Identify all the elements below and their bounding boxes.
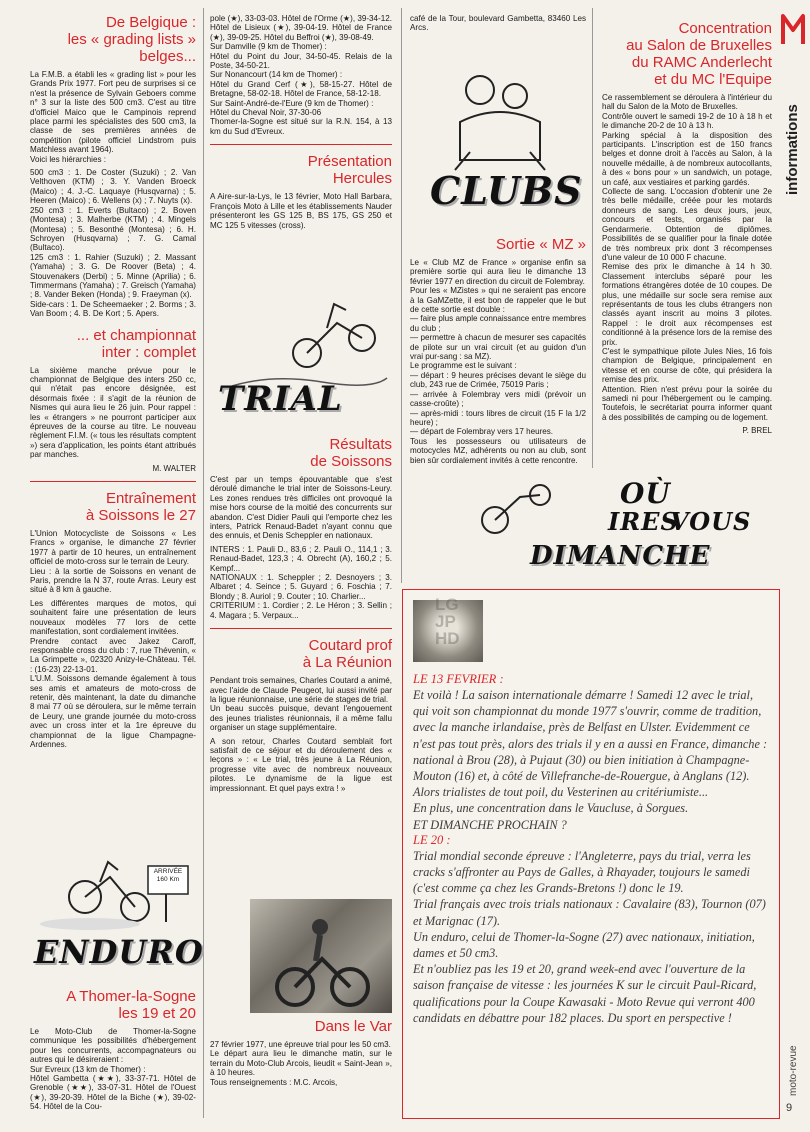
rider-sketch-icon bbox=[470, 475, 590, 545]
clubs-illustration bbox=[410, 52, 588, 217]
trial-illustration bbox=[212, 298, 392, 428]
concentration-text: Ce rassemblement se déroulera à l'intérieur du hall du Salon de la Moto de Bruxelles. Contrôle ouvert le samedi 19-2 de 10 à 18 h et le dimanche 20-2 de 10 à 13 h. Parking spécial à la disposition des participants. L'inscription est de 150 francs belges et donne droit à l'accès au Salon, à la nouvelle médaille, à de nombreux autocollants, à des « bons pour » un sandwich, un potage, un café, aux vestiaires et parking gardés. Collecte de sang. L'occasion d'obtenir une 2e très belle médaille, créée pour les motards donneurs de sang. Les deux jours, jeux, concours et tests, organisés par la Gendarmerie. Obtention de diplômes. Possibilités de se qualifier pour la finale dotée de très nombreux prix dont 3 récompenses d'une valeur de 10 000 F chacune. Remise des prix le dimanche à 14 h 30. Classement interclubs séparé pour les formations étrangères dotée de 10 coupes. De plus, une médaille sur socle sera remise aux représentants de tous les clubs étrangers non classés ayant inscrit au moins 3 pilotes. Rappel : le droit aux récompenses est conditionné à la présence lors de la remise des prix. C'est le sympathique pilote Jules Nies, 16 fois champion de Belgique, principalement en vitesse et en course de côte, qui présidera la remise des prix. Attention. Rien n'est prévu pour la soirée du samedi ni pour l'hébergement ou le camping. Toutefois, le secrétariat pourra informer quant à des possibilités de camping ou de logement. bbox=[602, 93, 772, 422]
column-2-lower bbox=[210, 436, 392, 797]
separator bbox=[210, 628, 392, 629]
mz-section bbox=[410, 236, 586, 469]
column-1 bbox=[30, 14, 196, 753]
sidebar-brand: moto-revue bbox=[788, 1045, 799, 1096]
date-20: LE 20 : bbox=[413, 832, 451, 847]
belgique-title: De Belgique : les « grading lists » belges... bbox=[67, 14, 196, 65]
box-paragraph-5: Trial français avec trois trials nationaux : Cavalaire (83), Tournon (07) et Marignac (17). bbox=[413, 897, 766, 928]
trial-logo: TRIAL bbox=[218, 379, 343, 419]
var-section bbox=[210, 1018, 392, 1091]
box-paragraph-6: Un enduro, celui de Thomer-la-Sogne (27) avec nationaux, initiation, dames et 50 cm3. bbox=[413, 929, 755, 961]
column-divider bbox=[401, 8, 402, 583]
column-2 bbox=[210, 14, 392, 234]
var-title: Dans le Var bbox=[314, 1018, 392, 1035]
dimanche-logo-line1: OÙ bbox=[620, 477, 671, 510]
dimanche-header bbox=[470, 475, 775, 587]
hercules-text: A Aire-sur-la-Lys, le 13 février, Moto Hall Barbara, François Moto à Lille et les établissements Nauder présenteront les GS 125 B, BS 175, GS 250 et MC 125 5 vitesses (cross). bbox=[210, 192, 392, 230]
mz-title: Sortie « MZ » bbox=[495, 236, 586, 253]
belgique-rankings: 500 cm3 : 1. De Coster (Suzuki) ; 2. Van Velthoven (KTM) ; 3. Y. Vanden Broeck (Maico) ; 4. J.-C. Laquaye (Husqvarna) ; 5. Heeren (Maico) ; 6. Wellens (x) ; 7. Nuyts (x). 250 cm3 : 1. Everts (Bultaco) ; 2. Boven (Montesa) ; 3. Malherbe (KTM) ; 4. Mingels (Montesa) ; 5. Besonthé (Montesa) ; 6. H. Schroyen (Husqvarna) ; 7. G. Camal (Bultaco). 125 cm3 : 1. Rahier (Suzuki) ; 2. Massant (Yamaha) ; 3. G. De Roover (Beta) ; 4. Stouvenakers (Derbi) ; 5. Minne (Aprilia) ; 6. Timmermans (Yamaha) ; 7. Greisch (Yamaha) ; 8. Vander Beken (Honda) ; 9. Fraeyman (x). Side-cars : 1. De Scheemaeker ; 2. Borms ; 3. Van Boom ; 4. B. De Kort ; 5. Apers. bbox=[30, 168, 196, 319]
soissons-results-list: INTERS : 1. Pauli D., 83,6 ; 2. Pauli O., 114,1 ; 3. Renaud-Badet, 123,3 ; 4. Obrecht (A), 160,2 ; 5. Kempf... NATIONAUX : 1. Scheppler ; 2. Desnoyers ; 3. Albaret ; 4. Seince ; 5. Guyard ; 6. Foschia ; 7. Blondy ; 8. Auriol ; 9. Couter ; 10. Charlier... CRITERIUM : 1. Cordier ; 2. Le Héron ; 3. Sellin ; 4. Magara ; 5. Verpaux... bbox=[210, 544, 392, 620]
soissons-results-text: C'est par un temps épouvantable que s'est déroulé dimanche le trial inter de Soissons-Leury. Les zones rendues très difficiles ont provoqué la mise hors course de la moitié des concurrents sur abandon. C'est Didier Pauli qui l'emporte chez les inters, Patrick Renaud-Badet n'ayant connu que des ennuis, et Denis Scheppler en nationaux. bbox=[210, 475, 392, 541]
separator bbox=[210, 144, 392, 145]
inter-title: ... et championnat inter : complet bbox=[76, 326, 196, 361]
box-paragraph-7: Et n'oubliez pas les 19 et 20, grand week-end avec l'ouverture de la saison française de vitesse : les journées K sur le circuit Paul-Ricard, qualifications pour la Coupe Kawasaki - Moto Revue qui verront 400 candidats en débattre pour 182 places. Du sport en perspective ! bbox=[413, 962, 757, 1025]
arrival-sign-text: ARRIVÉE 160 Km bbox=[153, 868, 183, 883]
concentration-signature: P. BREL bbox=[742, 426, 772, 436]
box-paragraph-2: En plus, une concentration dans le Vaucluse, à Sorgues. bbox=[413, 801, 689, 816]
coutard-title: Coutard prof à La Réunion bbox=[302, 637, 392, 672]
dimanche-logo-line3: VOUS bbox=[670, 507, 752, 536]
rider-photo-icon bbox=[250, 899, 392, 1013]
clubs-bikers-icon bbox=[410, 52, 588, 172]
watermark: LG JP HD bbox=[435, 595, 460, 648]
enduro-logo: ENDURO bbox=[34, 933, 204, 971]
var-text: 27 février 1977, une épreuve trial pour les 50 cm3. Le départ aura lieu le dimanche matin, sur le terrain du Moto-Club Arcois, lieudit « Saint-Jean », à 10 heures. Tous renseignements : M.C. Arcois, bbox=[210, 1040, 392, 1087]
dimanche-logo-line2: IRES bbox=[608, 507, 679, 536]
soissons-results-title: Résultats de Soissons bbox=[310, 436, 392, 470]
box-paragraph-4: Trial mondial seconde épreuve : l'Angleterre, pays du trial, verra les cracks s'affronter au Pays de Galles, à Rhayader, toujours le samedi (c'est comme ça chez les Grands-Bretons !) donc le 19. bbox=[413, 848, 751, 896]
column-4 bbox=[602, 20, 772, 436]
dimanche-logo-line4: DIMANCHE bbox=[530, 541, 711, 571]
thomer-title: A Thomer-la-Sogne les 19 et 20 bbox=[66, 988, 196, 1022]
belgique-text: La F.M.B. a établi les « grading list » pour les Grands Prix 1977. Fort peu de surprises si ce n'est la présence de Sylvain Geboers comme n° 3 sur la liste des 500 cm3. C'est au titre d'officiel Maico que le Campinois reprend place parmi les spécialistes des 500 cm3, la classe de ses premières années de compétition (pilote officiel Lindstrom puis Matchless avant 1964). Voici les hiérarchies : bbox=[30, 70, 196, 164]
entrainement-text-1: L'Union Motocycliste de Soissons « Les Francs » organise, le dimanche 27 février 1977 à partir de 10 heures, un entraînement officiel de moto-cross sur le terrain de Leury. Lieu : à la sortie de Soissons en venant de Paris, prendre la N 37, route Arras. Leury est situé à 8 km à gauche. bbox=[30, 529, 196, 595]
mz-text: Le « Club MZ de France » organise enfin sa première sortie qui aura lieu le dimanche 13 février 1977 en direction du circuit de Folembray. Pour les « MZistes » qui ne seraient pas encore à la GaMZette, il est bon de rappeler que le but de cette sortie est double : — faire plus ample connaissance entre membres du club ; — permettre à chacun de mesurer ses capacités de pilote sur un vrai circuit (et au guidon d'un vrai pur-sang : sa MZ). Le programme est le suivant : — départ : 9 heures précises devant le siège du club, 243 rue de Crimée, 75019 Paris ; — arrivée à Folembray vers midi (prévoir un casse-croûte) ; — après-midi : tours libres de circuit (15 F la 1/2 heure) ; — départ de Folembray vers 17 heures. Tous les possesseurs ou utilisateurs de motocycles MZ, adhérents ou non au club, sont bien sûr cordialement invités à cette rencontre. bbox=[410, 258, 586, 465]
entrainement-text-2: Les différentes marques de motos, qui souhaitent faire une présentation de leurs nouveaux modèles 77 lors de cette manifestation, sont cordialement invitées. Prendre contact avec Jakez Caroff, responsable cross du club : 7, rue Thévenin, « La Grimpette », 02320 Anizy-le-Château. Tél. : (16-23) 22-13-01. L'U.M. Soissons demande également à tous ses amis et amateurs de moto-cross de retenir, dès maintenant, la date du dimanche 8 mai 77 où se déroulera, sur le même terrain de Leury, une grande journée du moto-cross avec un cross inter et la 1re épreuve du championnat de la ligue Champagne-Ardennes. bbox=[30, 598, 196, 749]
box-paragraph-3: ET DIMANCHE PROCHAIN ? bbox=[413, 817, 567, 832]
column-divider bbox=[592, 8, 593, 468]
sidebar-section-label: informations bbox=[784, 104, 801, 195]
clubs-logo: CLUBS bbox=[430, 168, 583, 213]
thomer-text: Le Moto-Club de Thomer-la-Sogne communique les possibilités d'hébergement pour les concurrents, accompagnateurs ou autres qui le désireraient : Sur Evreux (13 km de Thomer) : Hôtel Gambetta (★★), 33-37-71. Hôtel de Grenoble (★★), 33-07-31. Hôtel de l'Ouest (★), 39-20-39. Hôtel de la Biche (★), 39-02-54. Hôtel de la Cou- bbox=[30, 1027, 196, 1112]
date-13-fevrier: LE 13 FEVRIER : bbox=[413, 672, 504, 686]
inter-text: La sixième manche prévue pour le championnat de Belgique des inters 250 cc, qui n'était pas encore désignée, est désormais fixée : il s'agit de la réunion de Nismes qui aura lieu le 26 juin. Pour rappel : les « étrangers » ne pourront participer aux épreuves de la course au titre. Le nouveau règlement F.I.M. (« tous les résultats comptent ») sera d'application, les points étant attribués par manches. bbox=[30, 365, 196, 460]
thomer-section bbox=[30, 988, 196, 1116]
weekend-box bbox=[402, 589, 780, 1119]
var-text-continued: café de la Tour, boulevard Gambetta, 83460 Les Arcs. bbox=[410, 14, 586, 33]
separator bbox=[30, 481, 196, 482]
inter-signature: M. WALTER bbox=[152, 463, 196, 473]
sidebar-logo bbox=[780, 10, 806, 46]
thomer-text-continued: pole (★), 33-03-03. Hôtel de l'Orme (★), 39-34-12. Hôtel de Lisieux (★), 39-04-19. Hôtel de France (★), 39-09-25. Hôtel du Beffroi (★), 39-08-49. Sur Damville (9 km de Thomer) : Hôtel du Point du Jour, 34-50-45. Relais de la Poste, 34-50-21. Sur Nonancourt (14 km de Thomer) : Hôtel du Grand Cerf (★), 58-15-27. Hôtel de Bretagne, 58-02-18. Hôtel de France, 58-12-18. Sur Saint-André-de-l'Eure (9 km de Thomer) : Hôtel du Cheval Noir, 37-30-06 Thomer-la-Sogne est situé sur la R.N. 154, à 13 km du Sud d'Evreux. bbox=[210, 14, 392, 136]
enduro-illustration bbox=[30, 852, 204, 974]
moto-revue-logo-icon bbox=[780, 10, 806, 46]
page-number: 9 bbox=[786, 1102, 793, 1114]
hercules-title: Présentation Hercules bbox=[307, 153, 392, 188]
coutard-text-1: Pendant trois semaines, Charles Coutard a animé, avec l'aide de Claude Peugeot, lui aussi invité par la ligue réunionnaise, une série de stages de trial. Un beau succès puisque, devant l'engouement des jeunes trialistes réunionnais, il a même fallu organiser un stage supplémentaire. bbox=[210, 676, 392, 733]
entrainement-title: Entraînement à Soissons le 27 bbox=[85, 490, 196, 525]
box-paragraph-1: Et voilà ! La saison internationale démarre ! Samedi 12 avec le trial, qui voit son championnat du monde 1977 s'ouvrir, comme de tradition, avec la manche irlandaise, près de Belfast en Ulster. Evidemment ce n'est pas tout près, alors des trials il y en a aussi en France, dimanche : national à Brou (28), à Pujaut (30) ou bien initiation à Champagne-Mouton (16) et, à côté de Villefranche-de-Rouergue, à Anglans (12). Alors trialistes de tout poil, du Vesterinen au critériumiste... bbox=[413, 688, 768, 800]
concentration-title: Concentration au Salon de Bruxelles du RAMC Anderlecht et du MC l'Equipe bbox=[626, 20, 772, 88]
column-3 bbox=[410, 14, 586, 37]
trial-photo bbox=[250, 899, 392, 1013]
coutard-text-2: A son retour, Charles Coutard semblait fort satisfait de ce séjour et du déroulement des « leçons » : « Le trial, très jeune à La Réunion, progresse vite avec de nombreux nouveaux pilotes. Le dynamisme de la ligue est impressionnant. Et quel pays extra ! » bbox=[210, 736, 392, 793]
